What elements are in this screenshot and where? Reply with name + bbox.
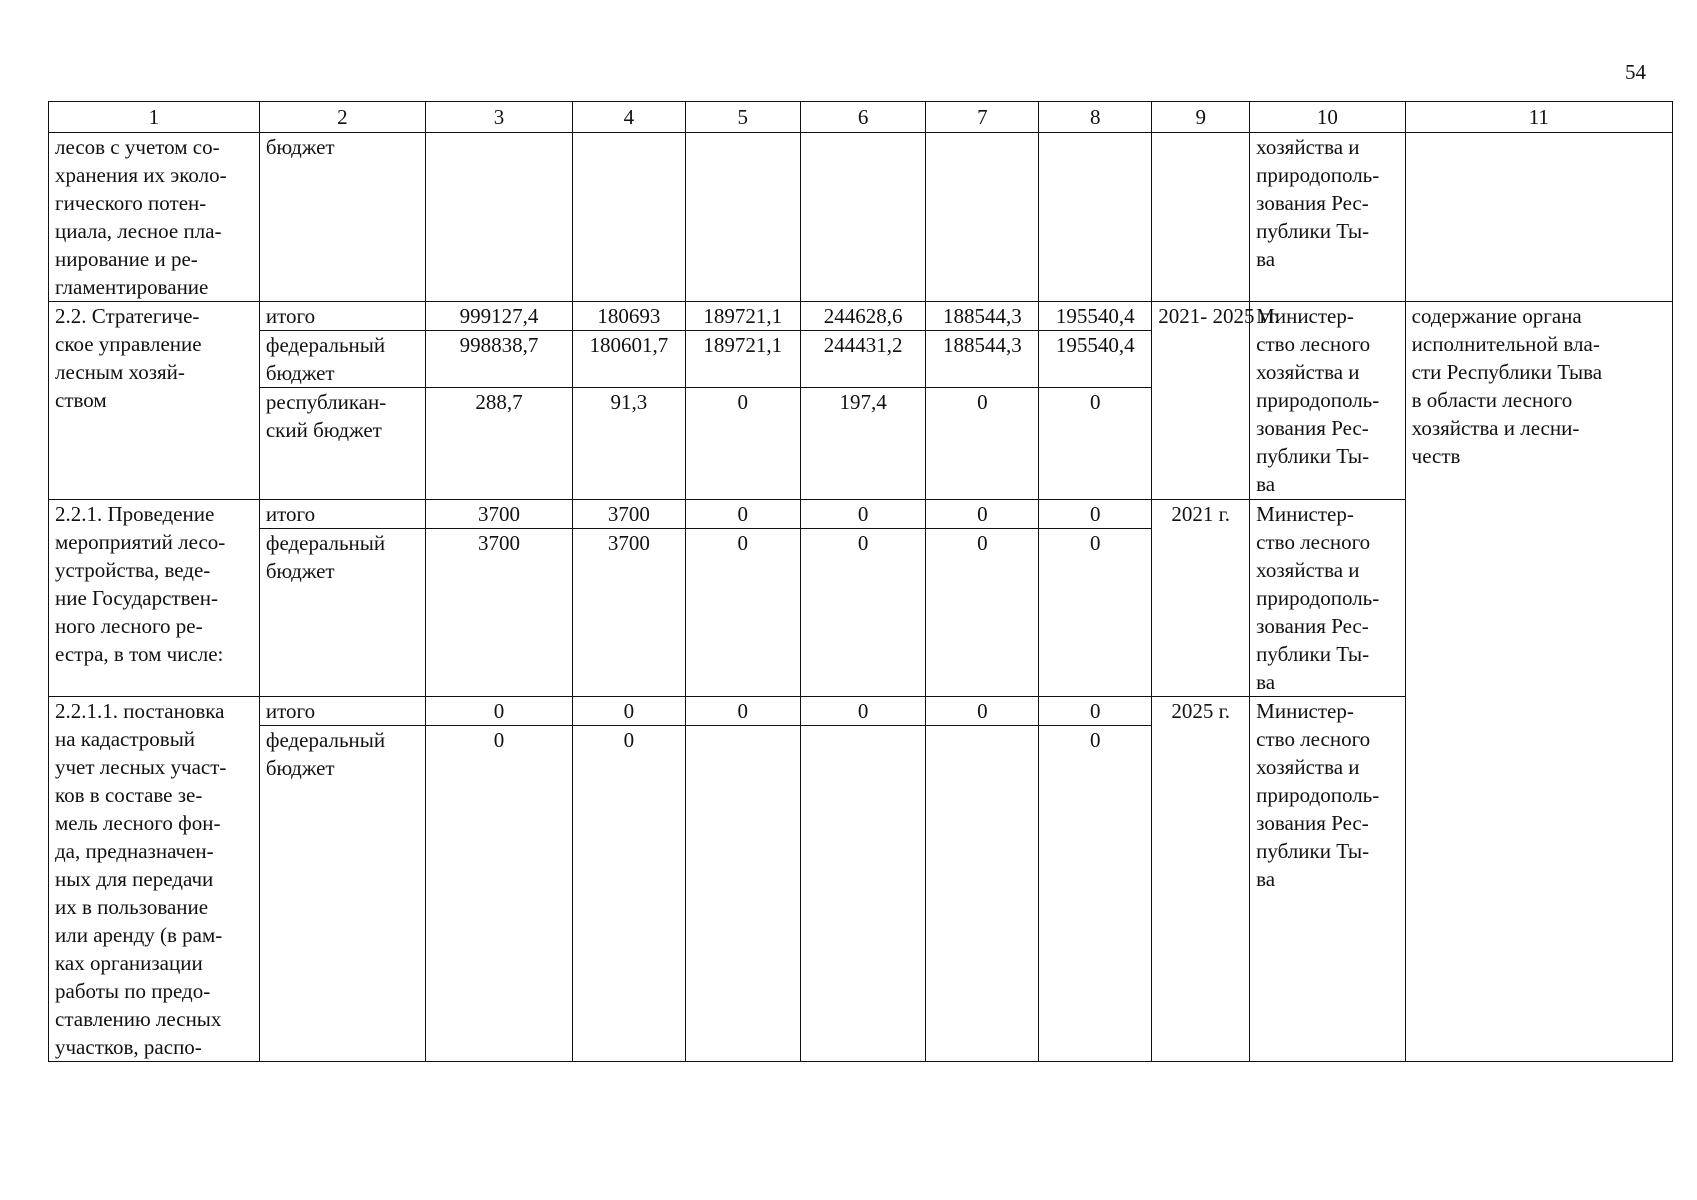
value-cell	[800, 726, 926, 1062]
value-cell: 3700	[425, 500, 572, 529]
value-cell: 0	[1039, 697, 1152, 726]
value-cell: 0	[926, 388, 1039, 500]
column-header: 6	[800, 102, 926, 133]
value-cell: 244431,2	[800, 331, 926, 388]
value-cell: 0	[1039, 388, 1152, 500]
item-name: 2.2.1. Проведение мероприятий лесо- устройства, веде- ние Государствен- ного лесного ре- естра, в том числе:	[49, 500, 260, 697]
column-header: 11	[1405, 102, 1672, 133]
value-cell: 0	[425, 697, 572, 726]
value-cell: 188544,3	[926, 302, 1039, 331]
value-cell: 0	[800, 500, 926, 529]
column-header: 7	[926, 102, 1039, 133]
column-header: 5	[685, 102, 800, 133]
value-cell: 0	[685, 697, 800, 726]
value-cell: 197,4	[800, 388, 926, 500]
value-cell: 0	[685, 500, 800, 529]
budget-label: федеральный бюджет	[259, 331, 425, 388]
value-cell: 0	[1039, 726, 1152, 1062]
period: 2021 г.	[1152, 500, 1250, 697]
value-cell: 0	[926, 529, 1039, 697]
budget-label: федеральный бюджет	[259, 529, 425, 697]
budget-label: итого	[259, 302, 425, 331]
budget-label: итого	[259, 697, 425, 726]
value-cell: 0	[1039, 500, 1152, 529]
value-cell: 0	[685, 529, 800, 697]
budget-label: республикан- ский бюджет	[259, 388, 425, 500]
value-cell: 195540,4	[1039, 331, 1152, 388]
value-cell: 195540,4	[1039, 302, 1152, 331]
value-cell: 189721,1	[685, 302, 800, 331]
budget-label: итого	[259, 500, 425, 529]
value-cell: 0	[926, 500, 1039, 529]
responsible: Министер- ство лесного хозяйства и природополь- зования Рес- публики Ты- ва	[1250, 697, 1405, 1062]
column-header: 3	[425, 102, 572, 133]
value-cell: 180601,7	[572, 331, 685, 388]
budget-label: федеральный бюджет	[259, 726, 425, 1062]
header-row	[49, 102, 1673, 133]
item-name: 2.2. Стратегиче- ское управление лесным хозяй- ством	[49, 302, 260, 500]
expected-result: содержание органа исполнительной вла- сти Республики Тыва в области лесного хозяйства и лесни- честв	[1405, 302, 1672, 1062]
responsible: Министер- ство лесного хозяйства и природополь- зования Рес- публики Ты- ва	[1250, 500, 1405, 697]
value-cell: 0	[1039, 529, 1152, 697]
value-cell	[926, 726, 1039, 1062]
period: 2025 г.	[1152, 697, 1250, 1062]
period: 2021- 2025 гг.	[1152, 302, 1250, 500]
value-cell: 998838,7	[425, 331, 572, 388]
column-header: 10	[1250, 102, 1405, 133]
column-header: 1	[49, 102, 260, 133]
value-cell: 0	[425, 726, 572, 1062]
value-cell	[685, 726, 800, 1062]
table-row-2-2-total	[49, 302, 1673, 331]
value-cell: 244628,6	[800, 302, 926, 331]
value-cell: 0	[685, 388, 800, 500]
value-cell: 0	[572, 697, 685, 726]
value-cell: 3700	[425, 529, 572, 697]
item-name: 2.2.1.1. постановка на кадастровый учет лесных участ- ков в составе зе- мель лесного фон- да, предназначен- ных для передачи их в пользование или аренду (в рам- ках организации работы по предо- ставлению лесных участков, распо-	[49, 697, 260, 1062]
table-row-continuation	[49, 133, 1673, 302]
column-header: 9	[1152, 102, 1250, 133]
responsible: хозяйства и природополь- зования Рес- публики Ты- ва	[1250, 133, 1405, 302]
value-cell: 288,7	[425, 388, 572, 500]
value-cell: 180693	[572, 302, 685, 331]
page-number: 54	[1625, 60, 1646, 84]
value-cell: 91,3	[572, 388, 685, 500]
value-cell: 3700	[572, 529, 685, 697]
column-header: 2	[259, 102, 425, 133]
value-cell: 189721,1	[685, 331, 800, 388]
value-cell: 0	[926, 697, 1039, 726]
value-cell: 3700	[572, 500, 685, 529]
value-cell: 0	[800, 697, 926, 726]
value-cell: 0	[800, 529, 926, 697]
program-table	[48, 101, 1673, 1062]
value-cell: 0	[572, 726, 685, 1062]
responsible: Министер- ство лесного хозяйства и природополь- зования Рес- публики Ты- ва	[1250, 302, 1405, 500]
column-header: 8	[1039, 102, 1152, 133]
budget-label: бюджет	[259, 133, 425, 302]
column-header: 4	[572, 102, 685, 133]
value-cell: 999127,4	[425, 302, 572, 331]
item-name: лесов с учетом со- хранения их эколо- гического потен- циала, лесное пла- нирование и ре- гламентирование	[49, 133, 260, 302]
value-cell: 188544,3	[926, 331, 1039, 388]
